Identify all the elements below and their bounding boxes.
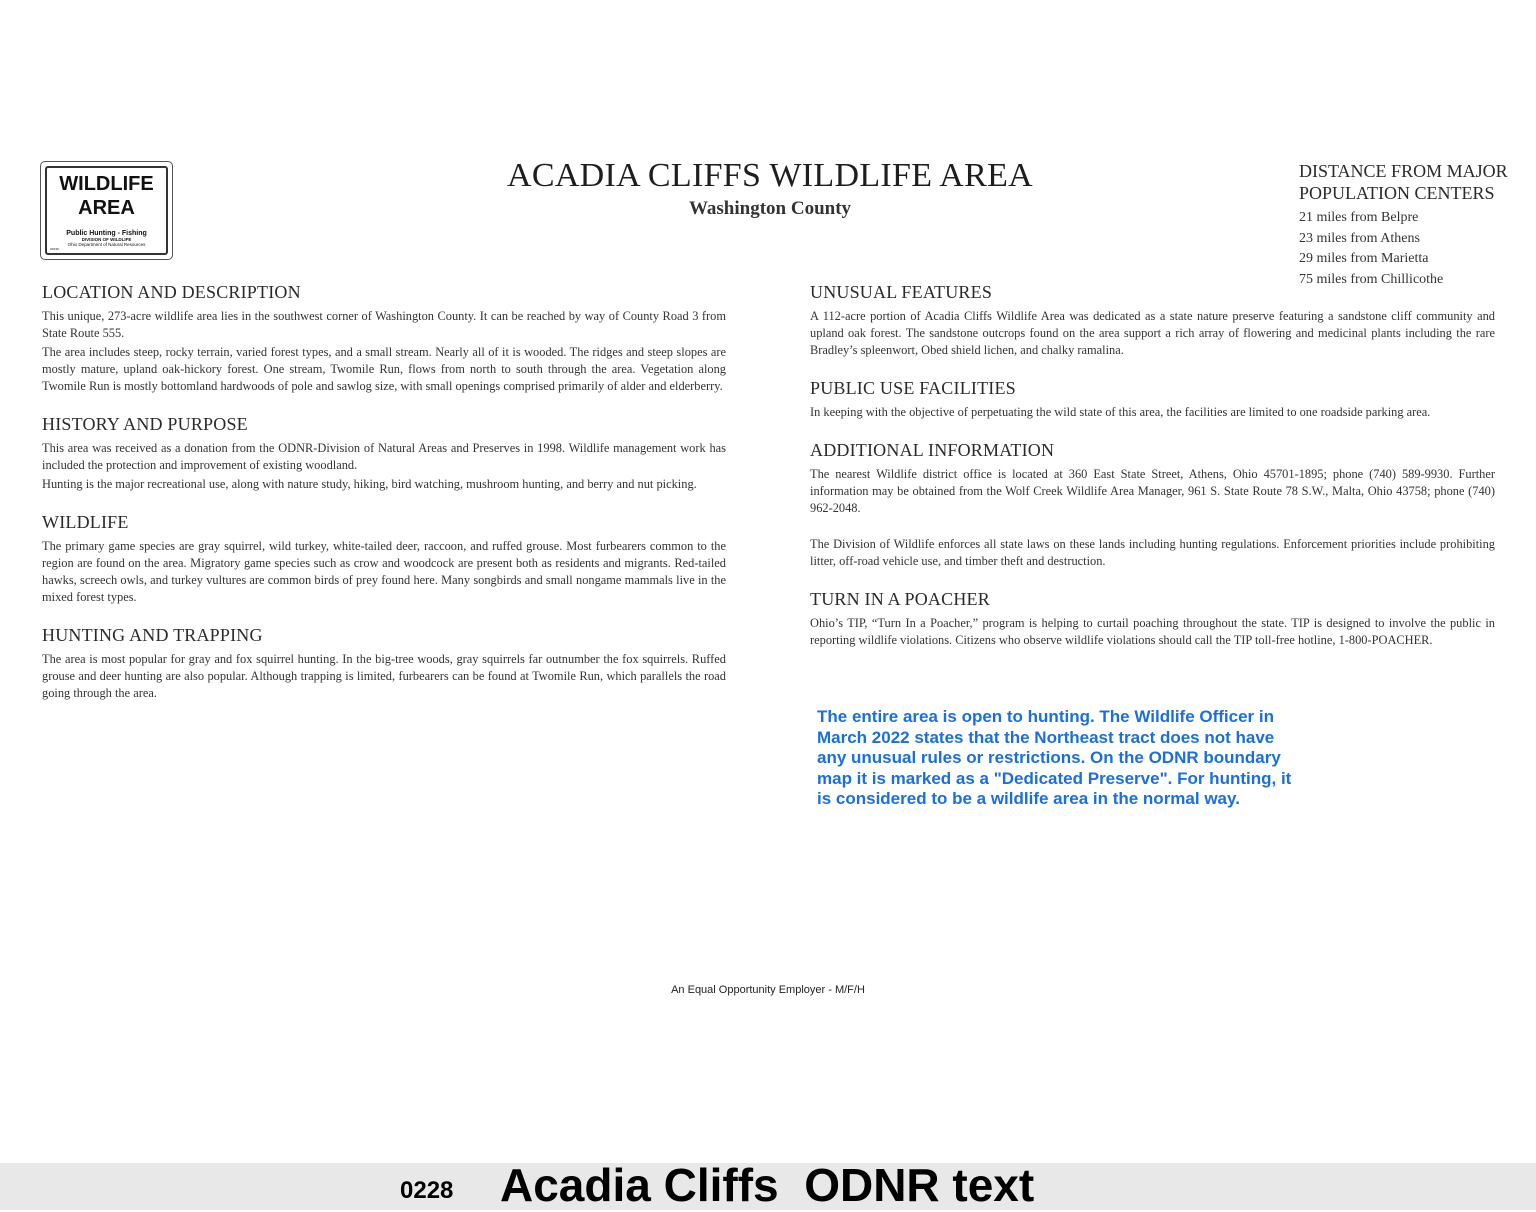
section-heading: ADDITIONAL INFORMATION bbox=[810, 440, 1055, 460]
sign-title-line2: AREA bbox=[78, 197, 135, 219]
distance-item: 23 miles from Athens bbox=[1299, 230, 1420, 246]
section-heading: LOCATION AND DESCRIPTION bbox=[42, 282, 301, 302]
paragraph: The nearest Wildlife district office is located at 360 East State Street, Athens, Ohio 45701-1895; phone (740) 589-9930. Further information may be obtained from the Wolf Creek Wildlife Area Manager, 961 S. State Route 78 S.W., Malta, Ohio 43758; phone (740) 962-2048. bbox=[810, 467, 1495, 515]
paragraph: The Division of Wildlife enforces all state laws on these lands including hunting regulations. Enforcement priorities include prohibiting litter, off-road vehicle use, and timber theft and destruction. bbox=[810, 537, 1495, 568]
footer-text: An Equal Opportunity Employer - M/F/H bbox=[671, 984, 865, 996]
page-title: ACADIA CLIFFS WILDLIFE AREA bbox=[506, 157, 1033, 194]
section-heading: UNUSUAL FEATURES bbox=[810, 282, 993, 302]
distance-item: 29 miles from Marietta bbox=[1299, 251, 1429, 266]
paragraph: Hunting is the major recreational use, along with nature study, hiking, bird watching, mushroom hunting, and berry and nut picking. bbox=[42, 477, 697, 491]
section-unusual-features bbox=[810, 282, 1495, 359]
paragraph: The primary game species are gray squirrel, wild turkey, white-tailed deer, raccoon, and ruffed grouse. Most furbearers common to the region are found on the area. Migratory game species such as crow and woodcock are present both as residents and migrants. Red-tailed hawks, screech owls, and turkey vultures are common birds of prey found here. Many songbirds and small nongame mammals live in the mixed forest types. bbox=[42, 539, 726, 604]
distance-heading-line2: POPULATION CENTERS bbox=[1299, 183, 1495, 203]
paragraph: The area is most popular for gray and fox squirrel hunting. In the big-tree woods, gray squirrels far outnumber the fox squirrels. Ruffed grouse and deer hunting are also popular. Although trapping is limited, furbearers can be found at Twomile Run, which parallels the road going through the area. bbox=[42, 652, 726, 700]
paragraph: Ohio’s TIP, “Turn In a Poacher,” program is helping to curtail poaching throughout the state. TIP is designed to involve the public in reporting wildlife violations. Citizens who observe wildlife violations should call the TIP toll-free hotline, 1-800-POACHER. bbox=[810, 616, 1495, 647]
distance-item: 21 miles from Belpre bbox=[1299, 210, 1419, 225]
section-heading: HISTORY AND PURPOSE bbox=[42, 414, 248, 434]
paragraph: This unique, 273-acre wildlife area lies in the southwest corner of Washington County. It can be reached by way of County Road 3 from State Route 555. bbox=[42, 309, 726, 340]
paragraph: In keeping with the objective of perpetuating the wild state of this area, the facilities are limited to one roadside parking area. bbox=[810, 405, 1431, 419]
sign-subtitle: Public Hunting - Fishing bbox=[66, 230, 147, 237]
section-additional-info bbox=[810, 440, 1495, 570]
section-wildlife bbox=[42, 512, 726, 606]
sign-code: ODNR bbox=[50, 247, 59, 251]
section-heading: WILDLIFE bbox=[42, 512, 129, 532]
paragraph: A 112-acre portion of Acadia Cliffs Wildlife Area was dedicated as a state nature preserve featuring a sandstone cliff community and upland oak forest. The sandstone outcrops found on the area support a rich array of flowering and medicinal plants including the rare Bradley’s spleenwort, Obed shield lichen, and chalky ramalina. bbox=[810, 309, 1495, 357]
left-column bbox=[42, 282, 726, 704]
section-heading: HUNTING AND TRAPPING bbox=[42, 625, 263, 645]
section-heading: PUBLIC USE FACILITIES bbox=[810, 378, 1016, 398]
right-column bbox=[810, 282, 1495, 651]
distance-list bbox=[1299, 208, 1529, 290]
document-number: 0228 bbox=[400, 1177, 454, 1204]
section-public-use bbox=[810, 378, 1495, 421]
hunting-note: The entire area is open to hunting. The Wildlife Officer in March 2022 states that the Northeast tract does not have any unusual rules or restrictions. On the ODNR boundary map it is marked as a "Dedicated Preserve". For hunting, it is considered to be a wildlife area in the normal way. bbox=[817, 707, 1292, 808]
section-heading: TURN IN A POACHER bbox=[810, 589, 990, 609]
page-subtitle: Washington County bbox=[688, 198, 852, 219]
wildlife-area-sign bbox=[40, 161, 173, 260]
distance-item: 75 miles from Chillicothe bbox=[1299, 271, 1444, 287]
paragraph: The area includes steep, rocky terrain, varied forest types, and a small stream. Nearly all of it is wooded. The ridges and steep slopes are mostly mature, upland oak-hickory forest. One stream, Twomile Run, flows from north to south through the area. Vegetation along Twomile Run is mostly bottomland hardwoods of pole and sawlog size, with small openings comprised primarily of alder and elderberry. bbox=[42, 345, 726, 393]
paragraph: This area was received as a donation from the ODNR-Division of Natural Areas and Preserves in 1998. Wildlife management work has included the protection and improvement of existing woodland. bbox=[42, 441, 726, 472]
section-history bbox=[42, 414, 726, 493]
section-hunting bbox=[42, 625, 726, 702]
sign-department: Ohio Department of Natural Resources bbox=[67, 242, 146, 247]
sign-division: DIVISION OF WILDLIFE bbox=[81, 237, 132, 242]
distance-panel bbox=[1299, 160, 1529, 290]
sign-title-line1: WILDLIFE bbox=[59, 173, 154, 195]
section-location bbox=[42, 282, 726, 395]
sign-border bbox=[45, 166, 168, 255]
section-turn-in-poacher bbox=[810, 589, 1495, 649]
distance-heading-line1: DISTANCE FROM MAJOR bbox=[1299, 161, 1508, 181]
document-label: Acadia Cliffs ODNR text bbox=[500, 1159, 1035, 1211]
